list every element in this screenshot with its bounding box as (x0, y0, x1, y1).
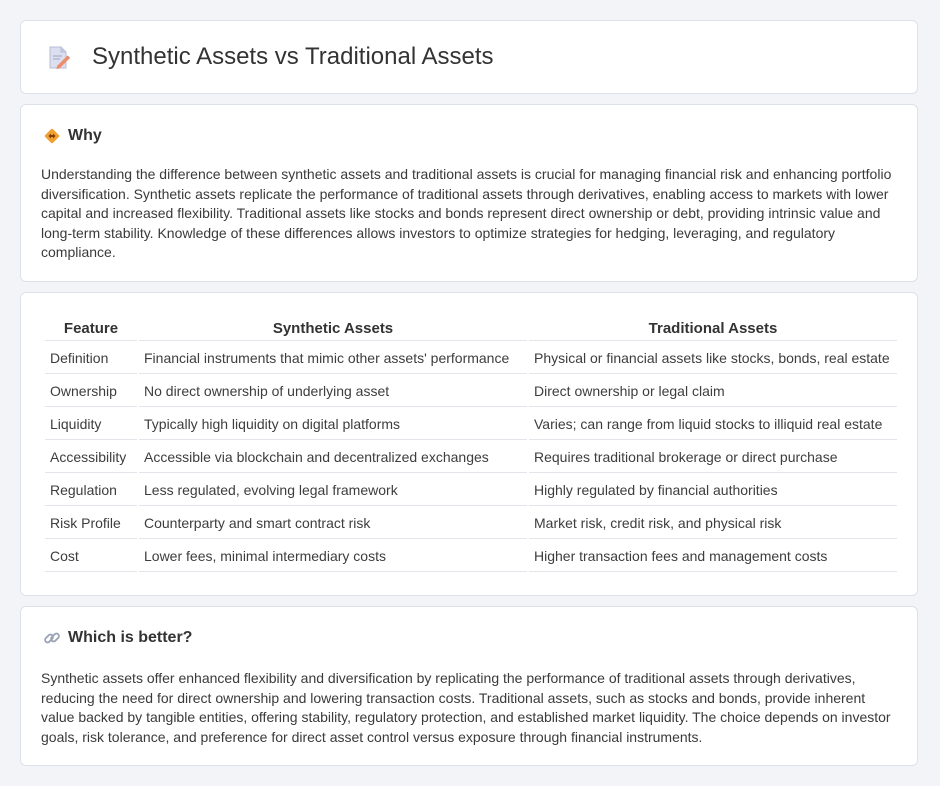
table-row (45, 409, 897, 440)
table-row (45, 442, 897, 473)
better-header (43, 629, 192, 647)
traditional-cell: Varies; can range from liquid stocks to illiquid real estate (529, 409, 897, 440)
table-row (45, 508, 897, 539)
feature-cell: Regulation (45, 475, 137, 506)
title-card (20, 20, 918, 94)
link-icon (43, 629, 61, 647)
why-header (43, 127, 102, 145)
why-text: Understanding the difference between synthetic assets and traditional assets is crucial for managing financial risk and enhancing portfolio diversification. Synthetic assets replicate the performance of traditional assets through derivatives, enabling access to markets with lower capital and increased flexibility. Traditional assets like stocks and bonds represent direct ownership or debt, providing intrinsic value and long-term stability. Knowledge of these differences allows investors to optimize strategies for hedging, leveraging, and regulatory compliance. (41, 166, 892, 261)
which-is-better-section (20, 606, 918, 766)
feature-cell: Ownership (45, 376, 137, 407)
diamond-arrows-icon (43, 127, 61, 145)
traditional-cell: Direct ownership or legal claim (529, 376, 897, 407)
why-section (20, 104, 918, 282)
feature-cell: Cost (45, 541, 137, 572)
feature-cell: Risk Profile (45, 508, 137, 539)
synthetic-cell: Lower fees, minimal intermediary costs (139, 541, 527, 572)
table-row (45, 376, 897, 407)
table-header-row (45, 316, 897, 341)
feature-cell: Liquidity (45, 409, 137, 440)
traditional-cell: Market risk, credit risk, and physical risk (529, 508, 897, 539)
synthetic-cell: No direct ownership of underlying asset (139, 376, 527, 407)
comparison-table (43, 314, 899, 574)
synthetic-cell: Financial instruments that mimic other assets' performance (139, 343, 527, 374)
feature-cell: Accessibility (45, 442, 137, 473)
traditional-cell: Highly regulated by financial authorities (529, 475, 897, 506)
better-heading: Which is better? (68, 629, 193, 646)
synthetic-cell: Typically high liquidity on digital platforms (139, 409, 527, 440)
header-feature: Feature (45, 316, 137, 341)
table-row (45, 343, 897, 374)
traditional-cell: Higher transaction fees and management costs (529, 541, 897, 572)
better-text: Synthetic assets offer enhanced flexibility and diversification by replicating the performance of traditional assets through derivatives, reducing the need for direct ownership and lowering transaction costs. Traditional assets, such as stocks and bonds, provide inherent value backed by tangible entities, offering stability, regulatory protection, and established market liquidity. The choice depends on investor goals, risk tolerance, and preference for direct asset control versus exposure through financial instruments. (41, 670, 891, 745)
table-row (45, 541, 897, 572)
table-row (45, 475, 897, 506)
why-heading: Why (68, 127, 102, 144)
synthetic-cell: Counterparty and smart contract risk (139, 508, 527, 539)
header-synthetic: Synthetic Assets (139, 316, 527, 341)
header-traditional: Traditional Assets (529, 316, 897, 341)
comparison-section (20, 292, 918, 596)
synthetic-cell: Less regulated, evolving legal framework (139, 475, 527, 506)
traditional-cell: Physical or financial assets like stocks, bonds, real estate (529, 343, 897, 374)
traditional-cell: Requires traditional brokerage or direct purchase (529, 442, 897, 473)
document-pencil-icon (48, 46, 70, 70)
page-title: Synthetic Assets vs Traditional Assets (92, 43, 494, 70)
synthetic-cell: Accessible via blockchain and decentralized exchanges (139, 442, 527, 473)
feature-cell: Definition (45, 343, 137, 374)
